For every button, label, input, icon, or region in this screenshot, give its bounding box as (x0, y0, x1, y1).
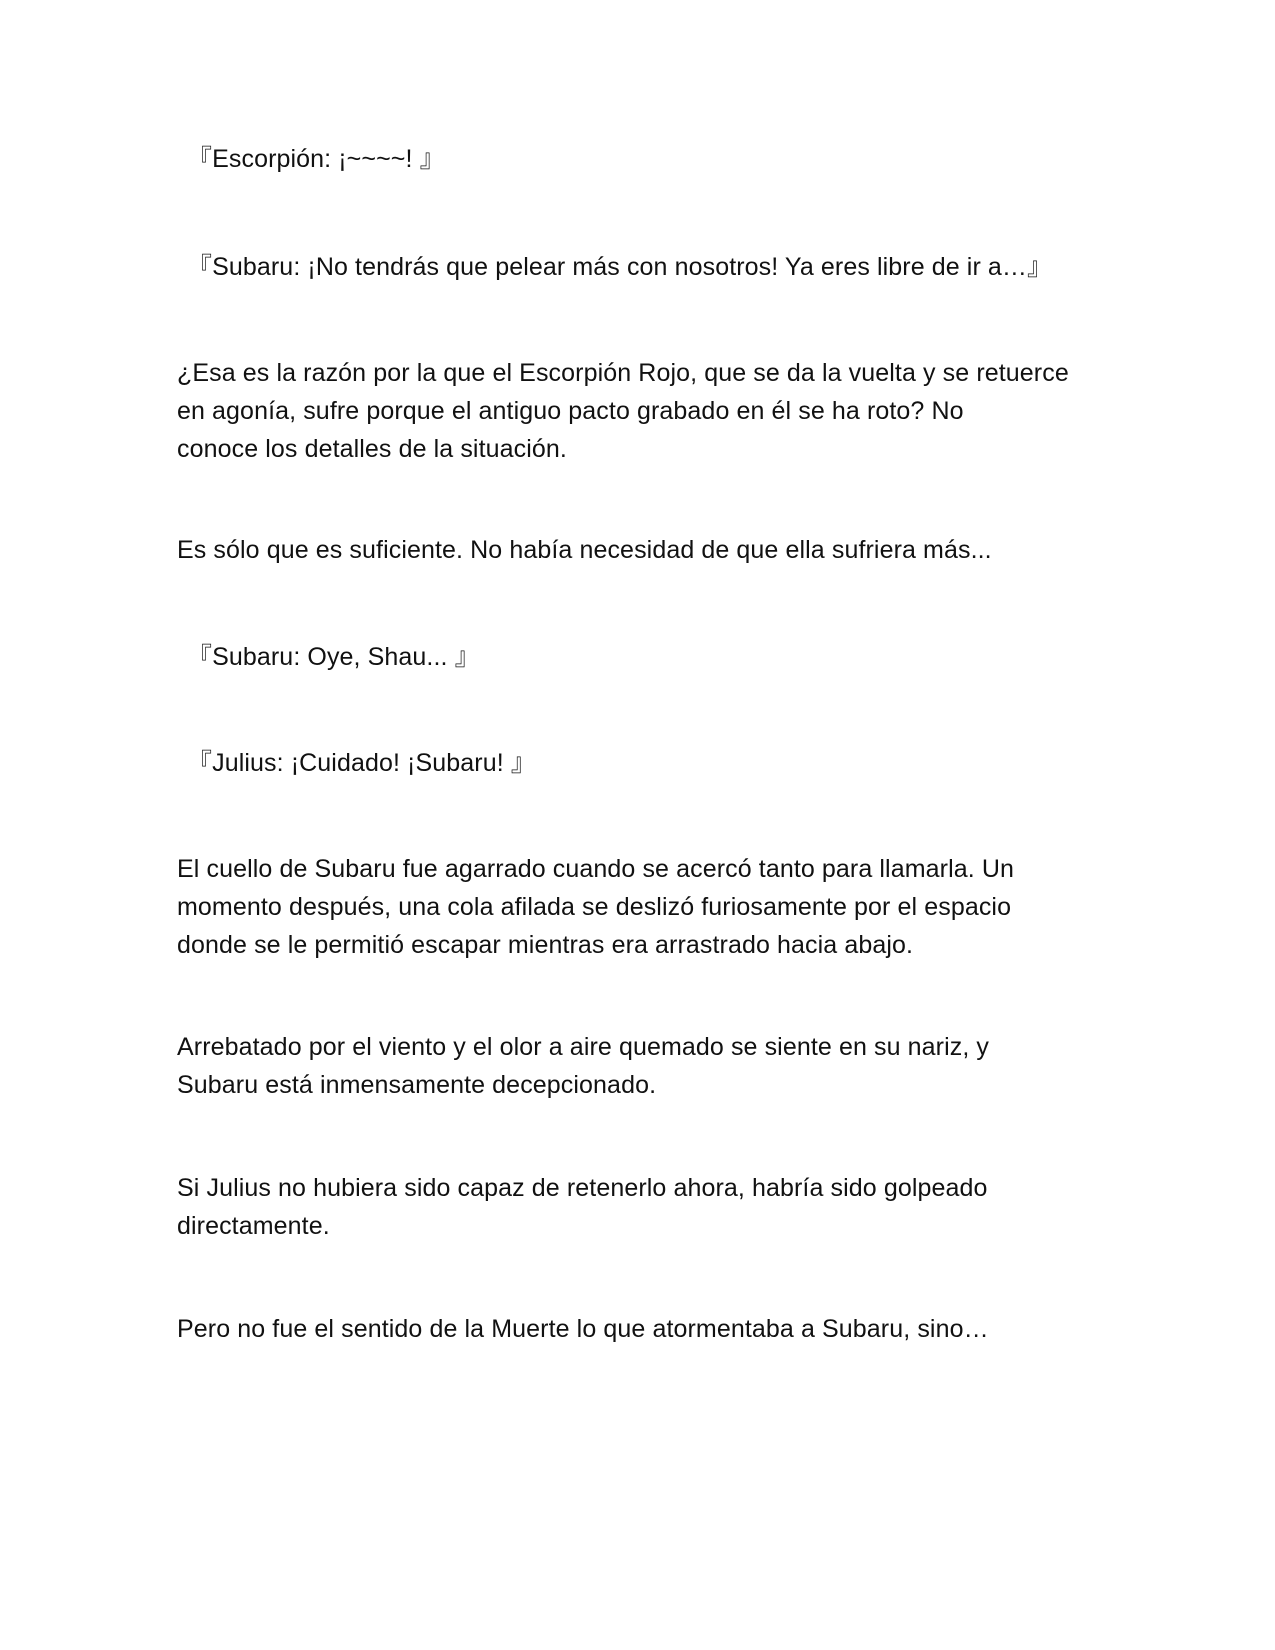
text-line: Pero no fue el sentido de la Muerte lo que atormentaba a Subaru, sino… (177, 1315, 989, 1343)
dialogue-subaru-free (187, 248, 1117, 286)
text-line: 『Escorpión: ¡~~~~! 』 (187, 145, 445, 173)
text-line: en agonía, sufre porque el antiguo pacto grabado en él se ha roto? No (177, 397, 964, 425)
narration-wind (177, 1028, 1107, 1104)
dialogue-subaru-shau (187, 638, 1117, 676)
narration-neck-grabbed (177, 850, 1107, 964)
text-line: 『Subaru: Oye, Shau... 』 (187, 643, 480, 671)
text-line: donde se le permitió escapar mientras era arrastrado hacia abajo. (177, 931, 914, 959)
text-line: Si Julius no hubiera sido capaz de retenerlo ahora, habría sido golpeado (177, 1174, 988, 1202)
text-line: 『Subaru: ¡No tendrás que pelear más con nosotros! Ya eres libre de ir a…』 (187, 253, 1053, 281)
text-line: El cuello de Subaru fue agarrado cuando se acercó tanto para llamarla. Un (177, 855, 1014, 883)
dialogue-scorpion (187, 140, 1117, 178)
text-line: ¿Esa es la razón por la que el Escorpión Rojo, que se da la vuelta y se retuerce (177, 359, 1069, 387)
narration-red-scorpion (177, 354, 1107, 468)
text-line: Es sólo que es suficiente. No había necesidad de que ella sufriera más... (177, 536, 992, 564)
text-line: Subaru está inmensamente decepcionado. (177, 1071, 657, 1099)
text-line: momento después, una cola afilada se deslizó furiosamente por el espacio (177, 893, 1012, 921)
text-line: conoce los detalles de la situación. (177, 435, 567, 463)
text-line: 『Julius: ¡Cuidado! ¡Subaru! 』 (187, 749, 536, 777)
dialogue-julius (187, 744, 1117, 782)
text-line: Arrebatado por el viento y el olor a aire quemado se siente en su nariz, y (177, 1033, 990, 1061)
text-line: directamente. (177, 1212, 330, 1240)
narration-death-sense (177, 1310, 1107, 1348)
narration-julius-hold (177, 1169, 1107, 1245)
narration-enough (177, 531, 1107, 569)
